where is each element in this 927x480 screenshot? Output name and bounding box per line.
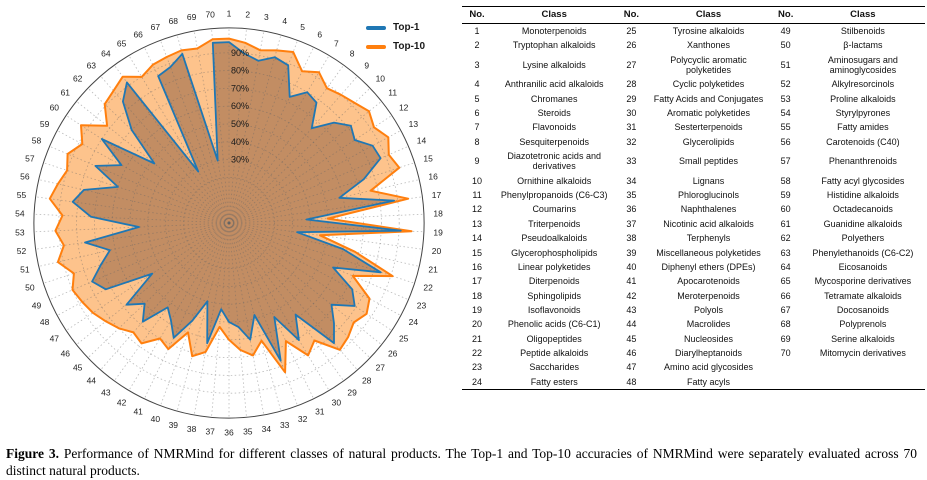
table-row: [462, 77, 925, 91]
no-cell: 69: [780, 333, 791, 344]
svg-text:38: 38: [186, 424, 197, 434]
class-cell: Fatty amides: [837, 122, 889, 133]
no-cell: 22: [472, 347, 483, 358]
chart-legend: [366, 22, 425, 60]
class-cell: Carotenoids (C40): [826, 136, 900, 147]
class-cell: Polycyclic aromatic polyketides: [670, 54, 747, 76]
svg-text:90%: 90%: [231, 47, 250, 58]
no-cell: 49: [780, 26, 791, 36]
no-cell: 39: [626, 247, 637, 258]
no-cell: [771, 375, 801, 390]
class-cell: Aromatic polyketides: [667, 108, 751, 119]
svg-text:35: 35: [243, 426, 253, 437]
np-class-table: [462, 6, 925, 390]
svg-text:21: 21: [428, 264, 438, 275]
class-cell: Steroids: [537, 108, 571, 119]
class-cell: Alkylresorcinols: [831, 79, 895, 90]
svg-text:39: 39: [168, 419, 179, 430]
class-cell: Fatty esters: [530, 376, 578, 387]
svg-text:46: 46: [60, 348, 71, 359]
class-cell: Ornithine alkaloids: [517, 175, 592, 186]
class-cell: Phloroglucinols: [678, 190, 740, 201]
class-cell: Polyols: [694, 304, 724, 315]
class-cell: Styrylpyrones: [835, 108, 891, 119]
svg-text:65: 65: [116, 38, 127, 49]
no-cell: 23: [472, 362, 483, 373]
no-cell: 40: [626, 261, 637, 272]
class-cell: Fatty Acids and Conjugates: [653, 93, 764, 104]
svg-text:53: 53: [15, 227, 25, 238]
svg-text:60: 60: [49, 102, 60, 113]
table-row: [462, 120, 925, 134]
svg-text:45: 45: [72, 362, 83, 373]
class-cell: Isoflavonoids: [527, 304, 581, 315]
no-cell: 18: [472, 290, 483, 301]
table-row: [462, 202, 925, 216]
svg-text:41: 41: [133, 406, 143, 417]
no-cell: 64: [780, 261, 791, 272]
class-cell: Saccharides: [529, 362, 579, 373]
legend-item-top10: [366, 41, 425, 52]
class-cell: Docosanoids: [836, 304, 889, 315]
svg-text:51: 51: [20, 264, 30, 275]
svg-text:40: 40: [150, 414, 161, 424]
no-cell: [771, 360, 801, 374]
no-cell: 52: [780, 79, 791, 90]
table-row: [462, 375, 925, 390]
table-row: [462, 332, 925, 346]
svg-text:58: 58: [31, 135, 42, 146]
col-header-no: No.: [462, 7, 492, 24]
table-row: [462, 24, 925, 39]
no-cell: 8: [474, 136, 480, 147]
table-row: [462, 303, 925, 317]
no-cell: 27: [626, 59, 637, 70]
legend-item-top1: [366, 22, 425, 33]
svg-text:7: 7: [334, 38, 339, 49]
svg-text:80%: 80%: [231, 65, 250, 76]
svg-text:68: 68: [168, 16, 179, 27]
no-cell: 16: [472, 261, 483, 272]
class-cell: Polyprenols: [839, 319, 887, 330]
table-row: [462, 289, 925, 303]
no-cell: 21: [472, 333, 483, 344]
class-cell: Naphthalenes: [680, 204, 737, 215]
svg-text:10: 10: [375, 73, 386, 84]
class-cell: Pseudoalkaloids: [521, 233, 587, 244]
no-cell: 11: [472, 190, 482, 201]
class-cell: Meroterpenoids: [677, 290, 740, 301]
no-cell: 5: [474, 93, 480, 104]
svg-text:8: 8: [349, 48, 355, 59]
col-header-no: No.: [771, 7, 801, 24]
class-cell: Serine alkaloids: [831, 333, 895, 344]
top10-legend-swatch: [366, 45, 386, 49]
no-cell: 19: [472, 304, 483, 315]
class-cell: β-lactams: [843, 40, 883, 51]
no-cell: 65: [780, 276, 791, 287]
class-cell: Tryptophan alkaloids: [512, 40, 596, 51]
svg-text:16: 16: [428, 171, 438, 182]
no-cell: 20: [472, 319, 483, 330]
svg-text:30: 30: [331, 397, 342, 408]
table-row: [462, 149, 925, 174]
no-cell: 25: [626, 26, 637, 36]
no-cell: 14: [472, 233, 483, 244]
svg-text:18: 18: [433, 208, 443, 219]
class-cell: Linear polyketides: [517, 261, 591, 272]
top10-legend-label: Top-10: [393, 41, 426, 52]
no-cell: 50: [780, 40, 791, 51]
svg-text:55: 55: [16, 189, 27, 200]
table-row: [462, 217, 925, 231]
svg-text:70: 70: [205, 9, 215, 20]
class-cell: Flavonoids: [532, 122, 576, 133]
svg-text:33: 33: [279, 419, 290, 430]
svg-text:30%: 30%: [231, 154, 250, 165]
no-cell: 35: [626, 190, 637, 201]
class-cell: Stilbenoids: [840, 26, 885, 36]
no-cell: 38: [626, 233, 637, 244]
class-cell: Octadecanoids: [832, 204, 893, 215]
svg-text:14: 14: [416, 135, 427, 146]
no-cell: 33: [626, 156, 637, 167]
no-cell: 32: [626, 136, 637, 147]
svg-text:43: 43: [101, 387, 111, 398]
no-cell: 63: [780, 247, 791, 258]
class-cell: Nicotinic acid alkaloids: [663, 218, 754, 229]
table-row: [462, 92, 925, 106]
no-cell: 12: [472, 204, 483, 215]
no-cell: 62: [780, 233, 791, 244]
svg-text:44: 44: [86, 375, 97, 386]
class-cell: Diphenyl ethers (DPEs): [661, 261, 756, 272]
svg-text:12: 12: [398, 102, 409, 113]
class-cell: Sphingolipids: [527, 290, 581, 301]
no-cell: 36: [626, 204, 637, 215]
svg-text:40%: 40%: [231, 136, 250, 147]
no-cell: 58: [780, 175, 791, 186]
class-cell: Eicosanoids: [838, 261, 888, 272]
col-header-class: Class: [492, 7, 616, 24]
no-cell: 43: [626, 304, 637, 315]
svg-text:64: 64: [101, 48, 111, 59]
no-cell: 70: [780, 347, 791, 358]
no-cell: 55: [780, 122, 791, 133]
no-cell: 4: [474, 79, 480, 90]
svg-text:26: 26: [387, 348, 398, 359]
svg-text:48: 48: [39, 317, 50, 328]
class-cell: [801, 360, 925, 374]
radar-chart-panel: [0, 0, 458, 442]
class-cell: Terphenyls: [686, 233, 731, 244]
svg-text:29: 29: [347, 387, 357, 398]
svg-text:61: 61: [60, 87, 71, 98]
top1-legend-label: Top-1: [393, 22, 420, 33]
svg-text:5: 5: [300, 22, 305, 32]
class-cell: Monoterpenoids: [521, 26, 587, 36]
class-cell: Tetramate alkaloids: [824, 290, 902, 301]
no-cell: 48: [626, 376, 637, 387]
no-cell: 57: [780, 156, 791, 167]
svg-text:34: 34: [261, 424, 272, 434]
no-cell: 41: [626, 276, 637, 287]
svg-text:31: 31: [315, 406, 325, 417]
class-cell: Lysine alkaloids: [522, 59, 586, 70]
svg-text:27: 27: [375, 362, 386, 373]
svg-text:15: 15: [423, 153, 433, 164]
svg-text:13: 13: [408, 118, 419, 129]
svg-text:22: 22: [423, 282, 433, 293]
table-row: [462, 260, 925, 274]
no-cell: 66: [780, 290, 791, 301]
table-row: [462, 231, 925, 245]
no-cell: 26: [626, 40, 637, 51]
svg-text:59: 59: [39, 118, 50, 129]
class-cell: Diazotetronic acids and derivatives: [507, 151, 601, 172]
no-cell: 28: [626, 79, 637, 90]
no-cell: 34: [626, 175, 637, 186]
class-cell: Mitomycin derivatives: [819, 347, 906, 358]
no-cell: 46: [626, 347, 637, 358]
no-cell: 68: [780, 319, 791, 330]
no-cell: 30: [626, 108, 637, 119]
table-row: [462, 246, 925, 260]
svg-text:52: 52: [16, 246, 27, 257]
class-cell: Small peptides: [679, 156, 739, 167]
no-cell: 10: [472, 175, 483, 186]
class-table-panel: [458, 0, 927, 442]
svg-text:50%: 50%: [231, 119, 250, 129]
radar-chart: [0, 0, 458, 442]
svg-text:20: 20: [431, 246, 442, 257]
svg-text:54: 54: [15, 208, 25, 219]
caption-label: Figure 3.: [6, 446, 59, 461]
no-cell: 6: [474, 108, 480, 119]
no-cell: 3: [474, 59, 480, 70]
class-cell: Diarylheptanoids: [675, 347, 743, 358]
svg-text:3: 3: [264, 12, 269, 22]
class-cell: Apocarotenoids: [677, 276, 740, 287]
no-cell: 45: [626, 333, 637, 344]
no-cell: 1: [474, 26, 480, 36]
svg-text:6: 6: [317, 29, 323, 40]
svg-text:70%: 70%: [231, 83, 250, 94]
no-cell: 7: [474, 122, 480, 133]
svg-text:19: 19: [433, 227, 443, 238]
class-cell: Guanidine alkaloids: [823, 218, 903, 229]
class-cell: Phenylpropanoids (C6-C3): [500, 190, 608, 201]
class-cell: Lignans: [692, 175, 725, 186]
svg-text:42: 42: [116, 397, 127, 408]
svg-text:25: 25: [398, 333, 409, 344]
class-cell: Sesterterpenoids: [674, 122, 743, 133]
table-row: [462, 346, 925, 360]
svg-text:17: 17: [431, 189, 442, 200]
svg-text:32: 32: [297, 414, 308, 424]
class-cell: Phenolic acids (C6-C1): [507, 319, 601, 330]
no-cell: 42: [626, 290, 637, 301]
svg-text:36: 36: [224, 427, 234, 438]
class-cell: Fatty acyls: [687, 376, 731, 387]
table-row: [462, 53, 925, 78]
no-cell: 31: [626, 122, 637, 133]
no-cell: 13: [472, 218, 483, 229]
class-cell: Peptide alkaloids: [520, 347, 589, 358]
no-cell: 59: [780, 190, 791, 201]
class-cell: [801, 375, 925, 390]
table-row: [462, 106, 925, 120]
class-cell: Cyclic polyketides: [672, 79, 745, 90]
class-cell: Amino acid glycosides: [664, 362, 754, 373]
class-cell: Diterpenoids: [528, 276, 580, 287]
no-cell: 51: [780, 59, 791, 70]
col-header-no: No.: [616, 7, 646, 24]
class-cell: Coumarins: [532, 204, 576, 215]
no-cell: 44: [626, 319, 637, 330]
no-cell: 15: [472, 247, 483, 258]
svg-text:24: 24: [408, 317, 419, 328]
svg-text:23: 23: [416, 300, 427, 311]
no-cell: 54: [780, 108, 791, 119]
svg-text:69: 69: [186, 12, 197, 22]
class-cell: Phenanthrenoids: [828, 156, 897, 167]
svg-text:2: 2: [245, 9, 251, 20]
table-row: [462, 135, 925, 149]
class-cell: Miscellaneous polyketides: [656, 247, 761, 258]
col-header-class: Class: [801, 7, 925, 24]
class-cell: Triterpenoids: [528, 218, 581, 229]
table-row: [462, 174, 925, 188]
class-cell: Sesquiterpenoids: [519, 136, 589, 147]
no-cell: 53: [780, 93, 791, 104]
no-cell: 61: [780, 218, 791, 229]
svg-text:37: 37: [205, 426, 215, 437]
class-cell: Mycosporine derivatives: [814, 276, 912, 287]
table-row: [462, 188, 925, 202]
svg-text:62: 62: [72, 73, 83, 84]
class-cell: Tyrosine alkaloids: [672, 26, 745, 36]
no-cell: 9: [474, 156, 480, 167]
class-cell: Anthranilic acid alkaloids: [504, 79, 604, 90]
class-cell: Proline alkaloids: [830, 93, 896, 104]
no-cell: 2: [474, 40, 480, 51]
class-cell: Fatty acyl glycosides: [821, 175, 905, 186]
caption-text: Performance of NMRMind for different classes of natural products. The Top-1 and Top-10 accuracies of NMRMind were separately evaluated across 70 distinct natural products.: [6, 446, 918, 478]
no-cell: 67: [780, 304, 791, 315]
table-row: [462, 360, 925, 374]
class-cell: Oligopeptides: [526, 333, 582, 344]
svg-text:4: 4: [282, 16, 288, 27]
class-cell: Histidine alkaloids: [826, 190, 899, 201]
svg-text:63: 63: [86, 60, 97, 71]
svg-text:67: 67: [150, 22, 161, 32]
class-cell: Polyethers: [841, 233, 885, 244]
svg-text:1: 1: [226, 8, 232, 19]
svg-text:66: 66: [133, 29, 143, 40]
class-cell: Aminosugars and aminoglycosides: [827, 54, 898, 76]
no-cell: 47: [626, 362, 637, 373]
no-cell: 56: [780, 136, 791, 147]
table-row: [462, 38, 925, 52]
class-cell: Chromanes: [530, 93, 578, 104]
svg-text:56: 56: [20, 171, 30, 182]
svg-text:57: 57: [25, 153, 35, 164]
class-cell: Macrolides: [686, 319, 731, 330]
svg-text:28: 28: [361, 375, 372, 386]
no-cell: 60: [780, 204, 791, 215]
col-header-class: Class: [646, 7, 770, 24]
svg-text:49: 49: [31, 300, 42, 311]
top1-legend-swatch: [366, 26, 386, 30]
svg-text:9: 9: [364, 60, 370, 71]
no-cell: 24: [472, 376, 483, 387]
figure-caption: [0, 442, 927, 480]
table-row: [462, 317, 925, 331]
no-cell: 29: [626, 93, 637, 104]
svg-text:50: 50: [25, 282, 35, 293]
class-cell: Glycerophospholipids: [511, 247, 598, 258]
class-cell: Glycerolipids: [682, 136, 735, 147]
svg-text:47: 47: [49, 333, 60, 344]
no-cell: 37: [626, 218, 637, 229]
table-row: [462, 274, 925, 288]
svg-text:11: 11: [388, 87, 398, 98]
class-cell: Xanthones: [687, 40, 731, 51]
no-cell: 17: [472, 276, 483, 287]
svg-text:60%: 60%: [231, 101, 250, 112]
class-cell: Nucleosides: [684, 333, 734, 344]
table-header-row: [462, 7, 925, 24]
class-cell: Phenylethanoids (C6-C2): [812, 247, 914, 258]
